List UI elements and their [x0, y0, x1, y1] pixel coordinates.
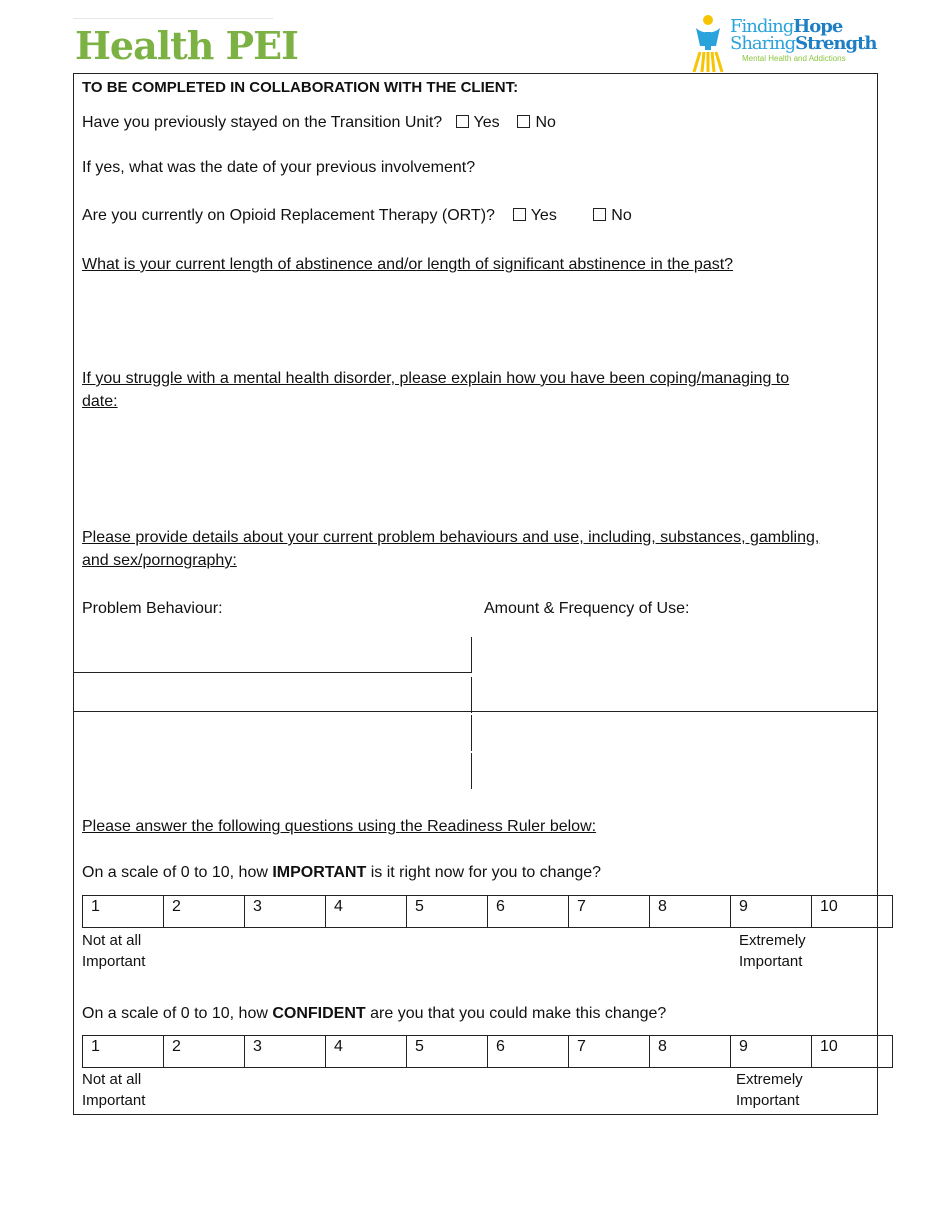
confidence-option-4[interactable]: 4 [326, 1036, 407, 1068]
importance-option-1[interactable]: 1 [83, 896, 164, 928]
ort-yes-checkbox[interactable] [513, 208, 526, 221]
ort-yes-option[interactable]: Yes [513, 206, 557, 226]
confidence-ruler [82, 1035, 893, 1068]
transition-yes-option[interactable]: Yes [456, 113, 500, 133]
grid-line [73, 711, 877, 712]
readiness-ruler-intro: Please answer the following questions using the Readiness Ruler below: [82, 818, 597, 835]
confidence-option-9[interactable]: 9 [731, 1036, 812, 1068]
question-mental-health-line1: If you struggle with a mental health disorder, please explain how you have been coping/managing to [82, 370, 790, 387]
grid-line [73, 677, 74, 711]
problem-behaviour-field-3[interactable] [76, 716, 468, 748]
mental-health-answer-area[interactable] [80, 418, 870, 518]
importance-option-2[interactable]: 2 [164, 896, 245, 928]
figure-sun-icon [688, 12, 728, 72]
finding-hope-logo [688, 12, 878, 72]
logo-line-1: FindingHope [730, 16, 843, 37]
confidence-option-7[interactable]: 7 [569, 1036, 650, 1068]
confidence-option-3[interactable]: 3 [245, 1036, 326, 1068]
importance-ruler [82, 895, 893, 928]
question-previous-date: If yes, what was the date of your previous involvement? [82, 159, 476, 176]
grid-line [471, 715, 472, 751]
confidence-low-label: Not at all Important [82, 1071, 146, 1109]
column-amount-frequency: Amount & Frequency of Use: [484, 600, 690, 617]
importance-low-label: Not at all Important [82, 932, 146, 970]
grid-line [73, 715, 74, 749]
question-ort: Are you currently on Opioid Replacement Therapy (ORT)? Yes No [82, 207, 632, 224]
confidence-option-1[interactable]: 1 [83, 1036, 164, 1068]
confidence-option-10[interactable]: 10 [812, 1036, 893, 1068]
ort-no-option[interactable]: No [593, 206, 631, 226]
column-problem-behaviour: Problem Behaviour: [82, 600, 223, 617]
ort-no-checkbox[interactable] [593, 208, 606, 221]
transition-yes-checkbox[interactable] [456, 115, 469, 128]
importance-option-4[interactable]: 4 [326, 896, 407, 928]
confidence-option-8[interactable]: 8 [650, 1036, 731, 1068]
confidence-option-6[interactable]: 6 [488, 1036, 569, 1068]
importance-option-9[interactable]: 9 [731, 896, 812, 928]
grid-line [73, 672, 471, 673]
question-mental-health-line2: date: [82, 393, 118, 410]
grid-line [471, 637, 472, 673]
amount-frequency-field-2[interactable] [475, 716, 873, 788]
logo-line-2: SharingStrength [730, 33, 877, 54]
grid-line [73, 753, 74, 789]
transition-no-option[interactable]: No [517, 113, 555, 133]
importance-option-5[interactable]: 5 [407, 896, 488, 928]
importance-option-8[interactable]: 8 [650, 896, 731, 928]
health-pei-logo-text: Health PEI [75, 23, 298, 68]
importance-high-label: Extremely Important [739, 932, 806, 970]
abstinence-answer-area[interactable] [80, 280, 870, 360]
form-heading: TO BE COMPLETED IN COLLABORATION WITH THE CLIENT: [82, 79, 519, 96]
problem-behaviour-field-1[interactable] [76, 638, 468, 670]
question-transition-unit: Have you previously stayed on the Transition Unit? Yes No [82, 114, 556, 131]
grid-line [471, 677, 472, 713]
logo-tagline: Mental Health and Addictions [742, 54, 846, 63]
importance-option-3[interactable]: 3 [245, 896, 326, 928]
transition-no-checkbox[interactable] [517, 115, 530, 128]
amount-frequency-field-1[interactable] [475, 638, 873, 708]
importance-question: On a scale of 0 to 10, how IMPORTANT is it right now for you to change? [82, 864, 602, 881]
health-pei-logo [73, 18, 298, 69]
importance-option-7[interactable]: 7 [569, 896, 650, 928]
importance-option-6[interactable]: 6 [488, 896, 569, 928]
question-behaviours-line1: Please provide details about your current problem behaviours and use, including, substances, gambling, [82, 529, 820, 546]
question-abstinence: What is your current length of abstinence and/or length of significant abstinence in the past? [82, 256, 734, 273]
confidence-option-5[interactable]: 5 [407, 1036, 488, 1068]
question-behaviours-line2: and sex/pornography: [82, 552, 237, 569]
confidence-question: On a scale of 0 to 10, how CONFIDENT are you that you could make this change? [82, 1005, 667, 1022]
problem-behaviour-field-4[interactable] [76, 754, 468, 788]
grid-line [73, 597, 74, 633]
confidence-option-2[interactable]: 2 [164, 1036, 245, 1068]
importance-option-10[interactable]: 10 [812, 896, 893, 928]
grid-line [471, 753, 472, 789]
problem-behaviour-field-2[interactable] [76, 678, 468, 708]
confidence-high-label: Extremely Important [736, 1071, 803, 1109]
